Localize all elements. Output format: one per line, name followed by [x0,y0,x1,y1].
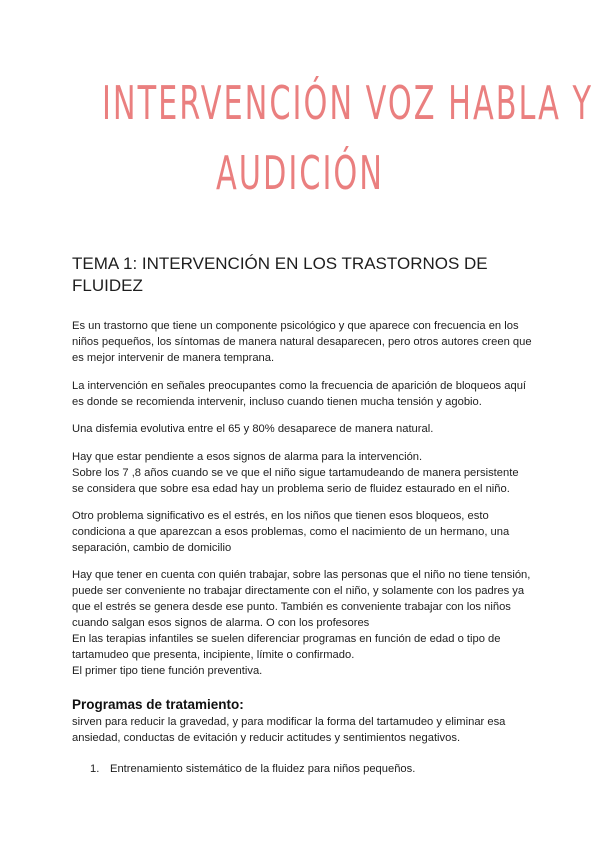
paragraph-3 [72,421,532,437]
document-title-line-1: INTERVENCIÓN VOZ HABLA Y [101,76,594,130]
paragraph-4 [72,449,532,497]
paragraph-text: sirven para reducir la gravedad, y para modificar la forma del tartamudeo y eliminar esa ansiedad, conductas de evitación y reducir actitudes y sentimientos negativos. [72,716,506,744]
section-heading: TEMA 1: INTERVENCIÓN EN LOS TRASTORNOS DE FLUIDEZ [72,254,488,295]
paragraph-text: Hay que estar pendiente a esos signos de alarma para la intervención. [72,451,423,463]
paragraph-text: El primer tipo tiene función preventiva. [72,665,263,677]
paragraph-6 [72,567,532,679]
paragraph-text: En las terapias infantiles se suelen diferenciar programas en función de edad o tipo de tartamudeo que presenta, incipiente, límite o confirmado. [72,633,501,661]
paragraph-text: Una disfemia evolutiva entre el 65 y 80% desaparece de manera natural. [72,423,434,435]
subheading-paragraph [72,714,532,746]
paragraph-1 [72,318,532,366]
paragraph-text: Otro problema significativo es el estrés, en los niños que tienen esos bloqueos, esto condiciona a que aparezcan a esos problemas, como el nacimiento de un hermano, una separación, cambio de domicilio [72,510,510,554]
subheading: Programas de tratamiento: [72,697,244,712]
list-text: Entrenamiento sistemático de la fluidez para niños pequeños. [110,763,416,775]
paragraph-text: Hay que tener en cuenta con quién trabajar, sobre las personas que el niño no tiene tensión, puede ser conveniente no trabajar directamente con el niño, y solamente con los padres ya que el estrés se genera desde ese punto. También es conveniente trabajar con los niños cuando salgan esos signos de alarma. O con los profesores [72,569,531,629]
paragraph-text: Es un trastorno que tiene un componente psicológico y que aparece con frecuencia en los niños pequeños, los síntomas de manera natural desaparecen, pero otros autores creen que es mejor intervenir de manera temprana. [72,320,532,364]
list-number: 1. [90,763,100,775]
paragraph-5 [72,508,532,556]
document-title-line-2: AUDICIÓN [216,146,384,200]
paragraph-text: Sobre los 7 ,8 años cuando se ve que el niño sigue tartamudeando de manera persistente se considera que sobre esa edad hay un problema serio de fluidez estaurado en el niño. [72,467,519,495]
paragraph-text: La intervención en señales preocupantes como la frecuencia de aparición de bloqueos aquí es donde se recomienda intervenir, incluso cuando tienen mucha tensión y agobio. [72,380,527,408]
paragraph-2 [72,378,532,410]
list-item [90,761,415,777]
